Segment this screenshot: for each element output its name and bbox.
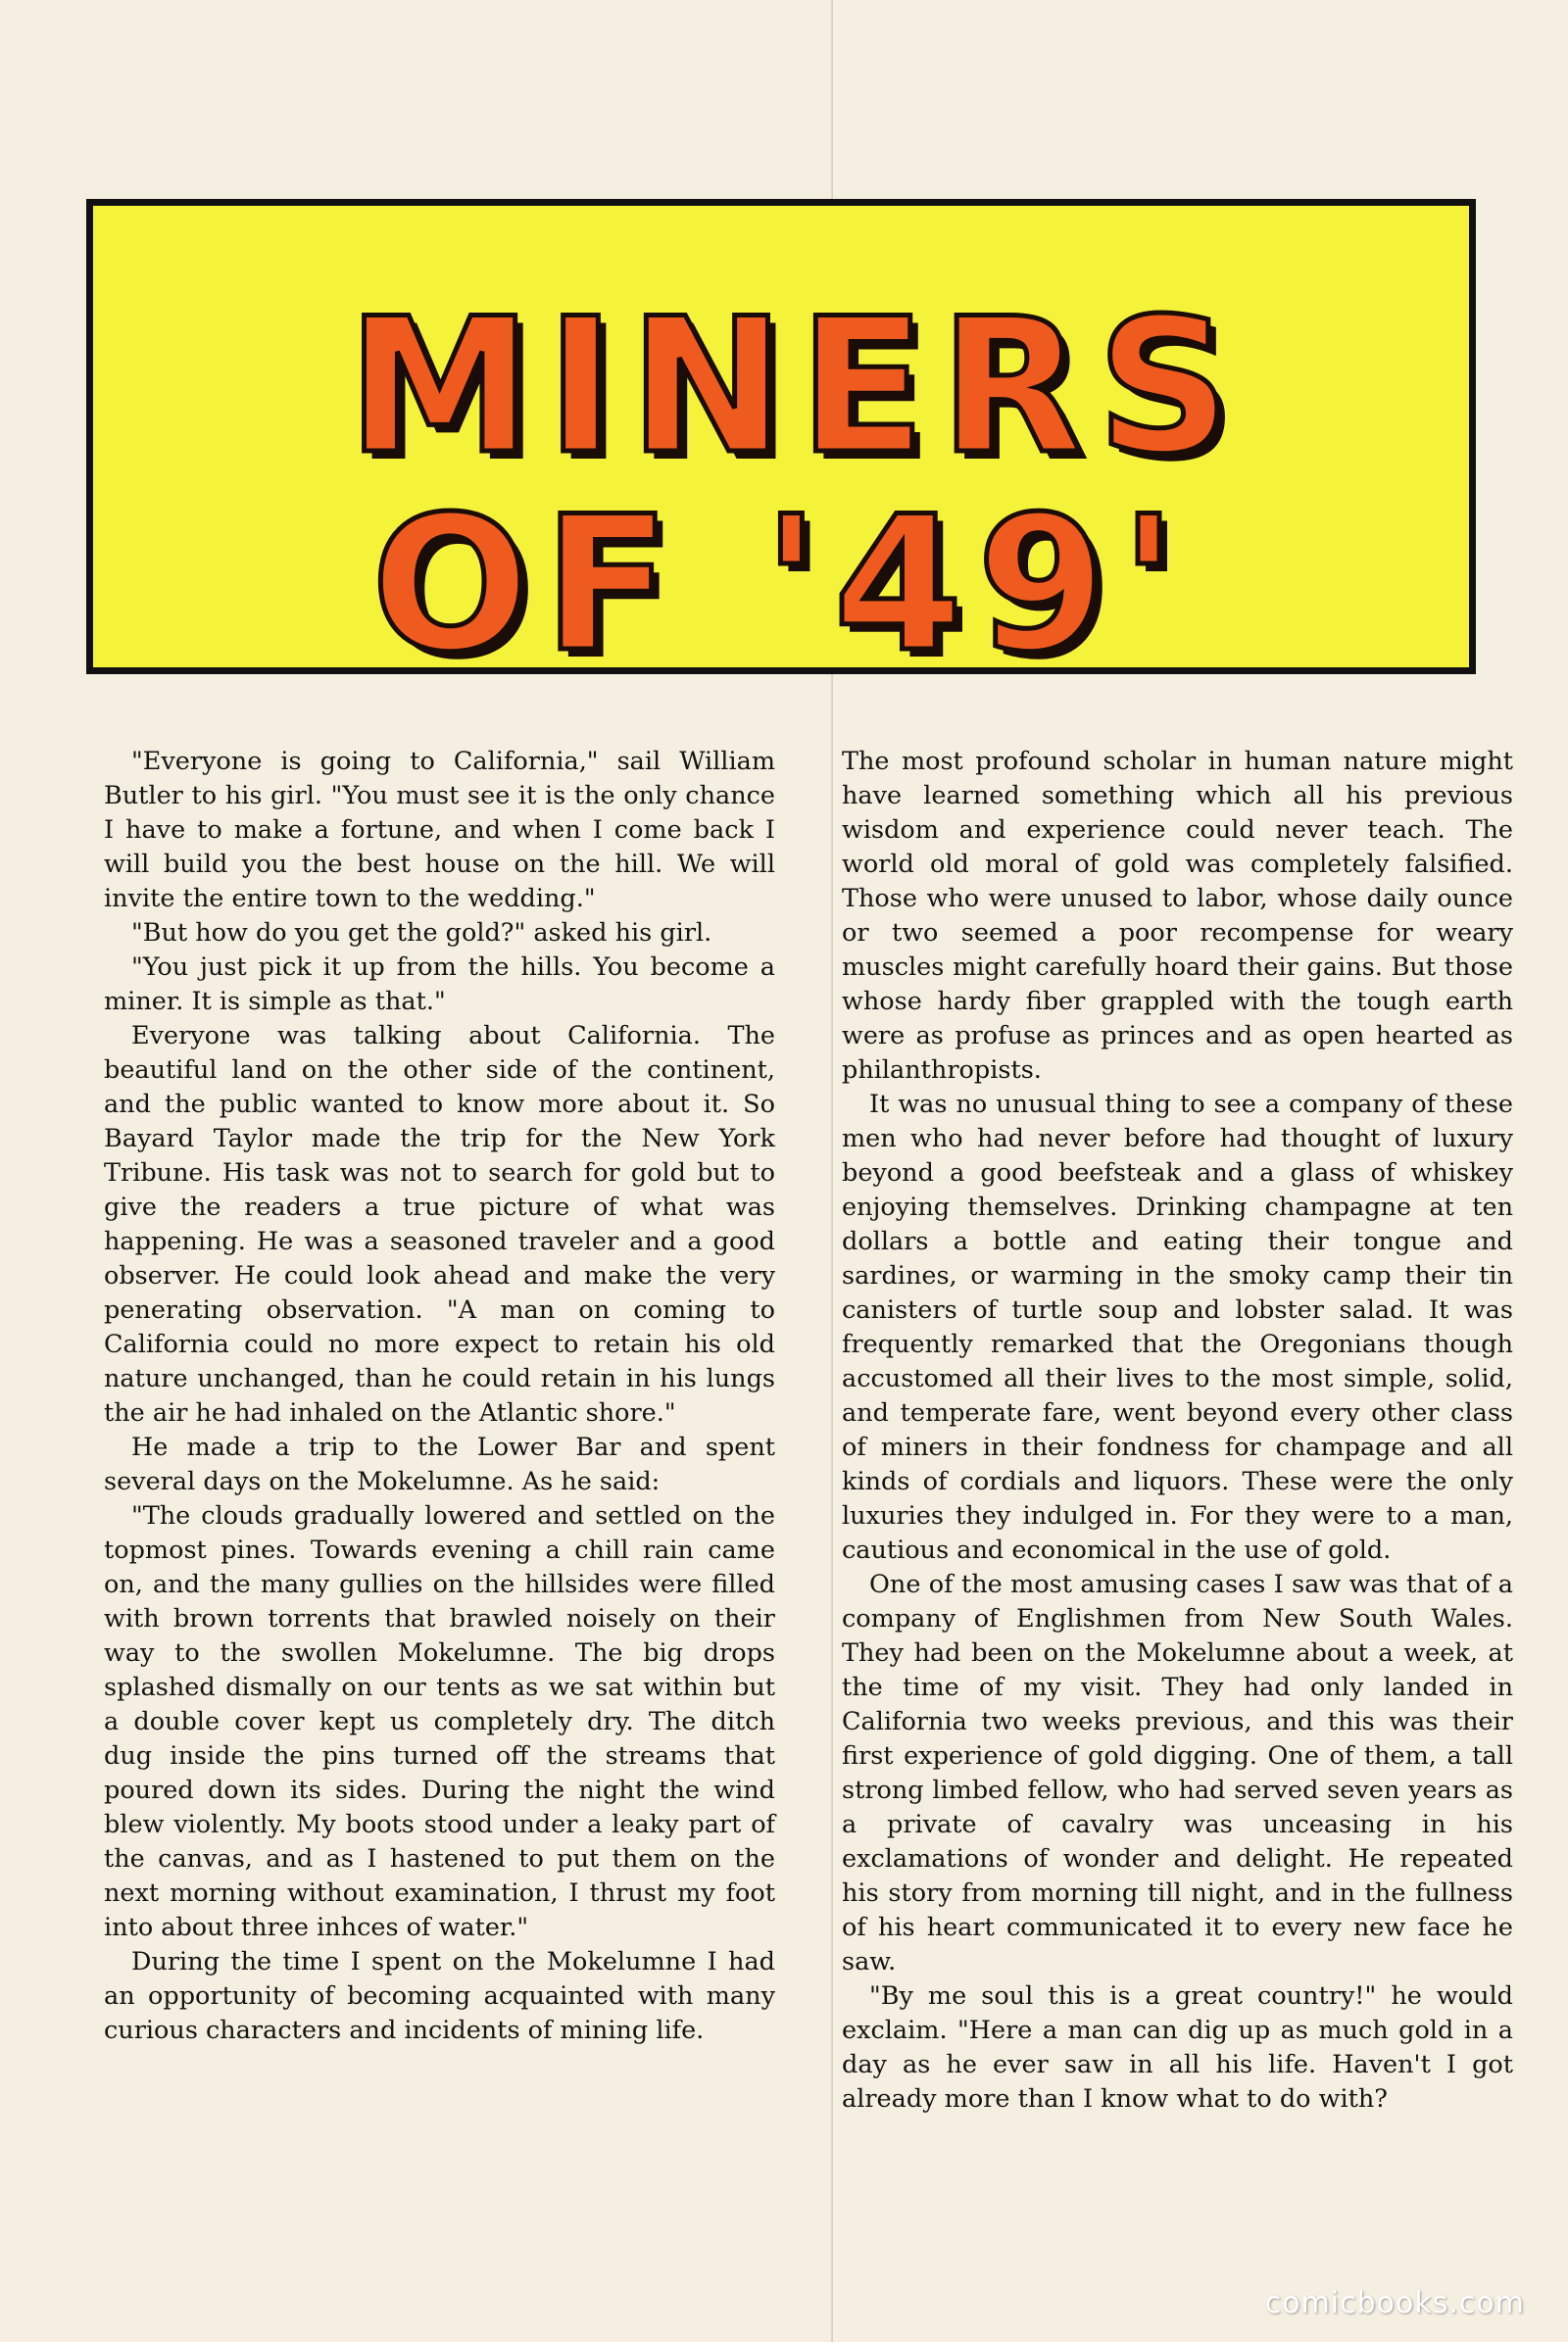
article-column-right xyxy=(842,745,1513,2117)
paragraph: "Everyone is going to California," sail William Butler to his girl. "You must see it is the only chance I have to make a fortune, and when I come back I will build you the best house on the hill. We will invite the entire town to the wedding." xyxy=(104,747,775,913)
title-line-2: OF '49' xyxy=(370,476,1192,693)
paragraph: One of the most amusing cases I saw was that of a company of Englishmen from New South Wales. They had been on the Mokelumne about a week, at the time of my visit. They had only landed in California two weeks previous, and this was their first experience of gold digging. One of them, a tall strong limbed fellow, who had served seven years as a private of cavalry was unceasing in his exclamations of wonder and delight. He repeated his story from morning till night, and in the fullness of his heart communicated it to every new face he saw. xyxy=(842,1570,1513,1976)
title-panel xyxy=(86,199,1476,693)
paragraph: "You just pick it up from the hills. You become a miner. It is simple as that." xyxy=(104,952,775,1016)
paragraph: It was no unusual thing to see a company of these men who had never before had thought of luxury beyond a good beefsteak and a glass of whiskey enjoying themselves. Drinking champagne at ten dollars a bottle and eating their tongue and sardines, or warming in the smoky camp their tin canisters of turtle soup and lobster salad. It was frequently remarked that the Oregonians though accustomed all their lives to the most simple, solid, and temperate fare, went beyond every other class of miners in their fondness for champage and all kinds of cordials and liquors. These were the only luxuries they indulged in. For they were to a man, cautious and economical in the use of gold. xyxy=(842,1090,1513,1565)
paragraph: "By me soul this is a great country!" he would exclaim. "Here a man can dig up as much gold in a day as he ever saw in all his life. Haven't I got already more than I know what to do with? xyxy=(842,1981,1513,2114)
paragraph: Everyone was talking about California. The beautiful land on the other side of the continent, and the public wanted to know more about it. So Bayard Taylor made the trip for the New York Tribune. His task was not to search for gold but to give the readers a true picture of what was happening. He was a seasoned traveler and a good observer. He could look ahead and make the very penerating observation. "A man on coming to California could no more expect to retain his old nature unchanged, than he could retain in his lungs the air he had inhaled on the Atlantic shore." xyxy=(104,1021,775,1428)
paragraph-continued: The most profound scholar in human nature might have learned something which all his previous wisdom and experience could never teach. The world old moral of gold was completely falsified. Those who were unused to labor, whose daily ounce or two seemed a poor recompense for weary muscles might carefully hoard their gains. But those whose hardy fiber grappled with the tough earth were as profuse as princes and as open hearted as philanthropists. xyxy=(842,747,1513,1085)
title-line-1: MINERS xyxy=(347,278,1245,495)
paragraph: "The clouds gradually lowered and settled on the topmost pines. Towards evening a chill rain came on, and the many gullies on the hillsides were filled with brown torrents that brawled noisely on their way to the swollen Mokelumne. The big drops splashed dismally on our tents as we sat within but a double cover kept us completely dry. The ditch dug inside the pins turned off the streams that poured down its sides. During the night the wind blew violently. My boots stood under a leaky part of the canvas, and as I hastened to put them on the next morning without examination, I thrust my foot into about three inhces of water." xyxy=(104,1501,775,1942)
paragraph: "But how do you get the gold?" asked his girl. xyxy=(131,918,712,948)
watermark: comicbooks.com xyxy=(1264,2286,1525,2320)
paragraph: During the time I spent on the Mokelumne I had an opportunity of becoming acquainted with many curious characters and incidents of mining life. xyxy=(104,1947,775,2045)
paragraph: He made a trip to the Lower Bar and spent several days on the Mokelumne. As he said: xyxy=(104,1433,775,1496)
article-column-left xyxy=(104,745,775,2048)
